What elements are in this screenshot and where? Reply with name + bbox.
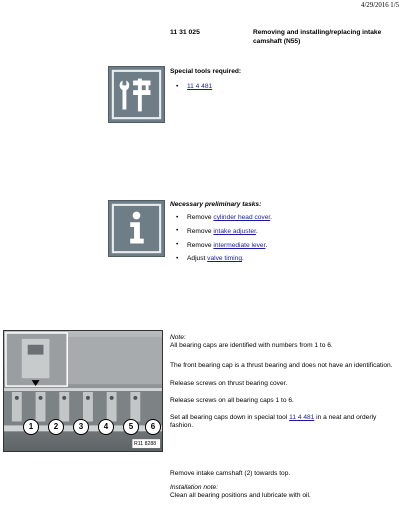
list-item bbox=[170, 214, 395, 222]
installation-note-text: Clean all bearing positions and lubricate with oil. bbox=[170, 492, 311, 500]
preliminary-section bbox=[170, 201, 395, 269]
list-item bbox=[170, 228, 395, 236]
remove-step-section bbox=[170, 470, 396, 501]
preliminary-list bbox=[170, 214, 395, 263]
repair-number: 11 31 025 bbox=[170, 29, 200, 36]
callout-4: 4 bbox=[98, 419, 114, 435]
task-link-cylinder-head-cover[interactable]: cylinder head cover bbox=[213, 214, 271, 222]
wrench-caliper-icon bbox=[108, 66, 165, 123]
callout-row bbox=[4, 419, 163, 437]
list-item bbox=[170, 255, 395, 263]
installation-note-label: Installation note: bbox=[170, 484, 219, 492]
task-suffix: . bbox=[265, 241, 268, 249]
step-remove-camshaft: Remove intake camshaft (2) towards top. bbox=[170, 470, 291, 477]
task-suffix: . bbox=[242, 255, 244, 263]
note-text: All bearing caps are identified with numbers from 1 to 6. bbox=[170, 342, 333, 350]
callout-2: 2 bbox=[48, 419, 64, 435]
task-verb: Remove bbox=[187, 227, 214, 235]
special-tools-list bbox=[170, 83, 395, 91]
step-text: Set all bearing caps down in special tool bbox=[170, 414, 290, 422]
callout-6: 6 bbox=[145, 419, 161, 435]
task-link-valve-timing[interactable]: valve timing bbox=[207, 255, 242, 263]
task-suffix: . bbox=[255, 227, 258, 235]
task-suffix: . bbox=[270, 214, 273, 222]
special-tools-label: Special tools required: bbox=[170, 68, 242, 75]
special-tools-section bbox=[170, 68, 395, 97]
list-item bbox=[170, 83, 395, 91]
task-link-intermediate-lever[interactable]: intermediate lever bbox=[213, 241, 266, 249]
task-link-intake-adjuster[interactable]: intake adjuster bbox=[213, 227, 256, 235]
figure-reference: R11 8288 bbox=[134, 441, 157, 447]
task-verb: Remove bbox=[187, 214, 214, 222]
callout-1: 1 bbox=[23, 419, 39, 435]
callout-3: 3 bbox=[73, 419, 89, 435]
preliminary-label: Necessary preliminary tasks: bbox=[170, 201, 262, 208]
tool-link[interactable]: 11 4 481 bbox=[289, 414, 315, 422]
camshaft-figure bbox=[3, 330, 163, 452]
step-front-cap: The front bearing cap is a thrust bearing and does not have an identification. bbox=[170, 362, 393, 370]
page-title: Removing and installing/replacing intake camshaft (N55) bbox=[253, 29, 382, 45]
page-date-number: 4/29/2016 1/5 bbox=[361, 2, 399, 9]
step-release-all: Release screws on all bearing caps 1 to 6. bbox=[170, 396, 294, 404]
step-release-thrust: Release screws on thrust bearing cover. bbox=[170, 379, 288, 387]
task-verb: Remove bbox=[187, 241, 214, 249]
step-set-down bbox=[170, 414, 396, 430]
note-section bbox=[170, 334, 396, 436]
note-label: Note: bbox=[170, 334, 186, 341]
list-item bbox=[170, 242, 395, 250]
task-verb: Adjust bbox=[187, 255, 208, 263]
step-text: in a neat and orderly fashion. bbox=[170, 414, 377, 430]
callout-5: 5 bbox=[123, 419, 139, 435]
tool-link[interactable]: 11 4 481 bbox=[187, 83, 213, 91]
info-icon bbox=[108, 200, 165, 257]
